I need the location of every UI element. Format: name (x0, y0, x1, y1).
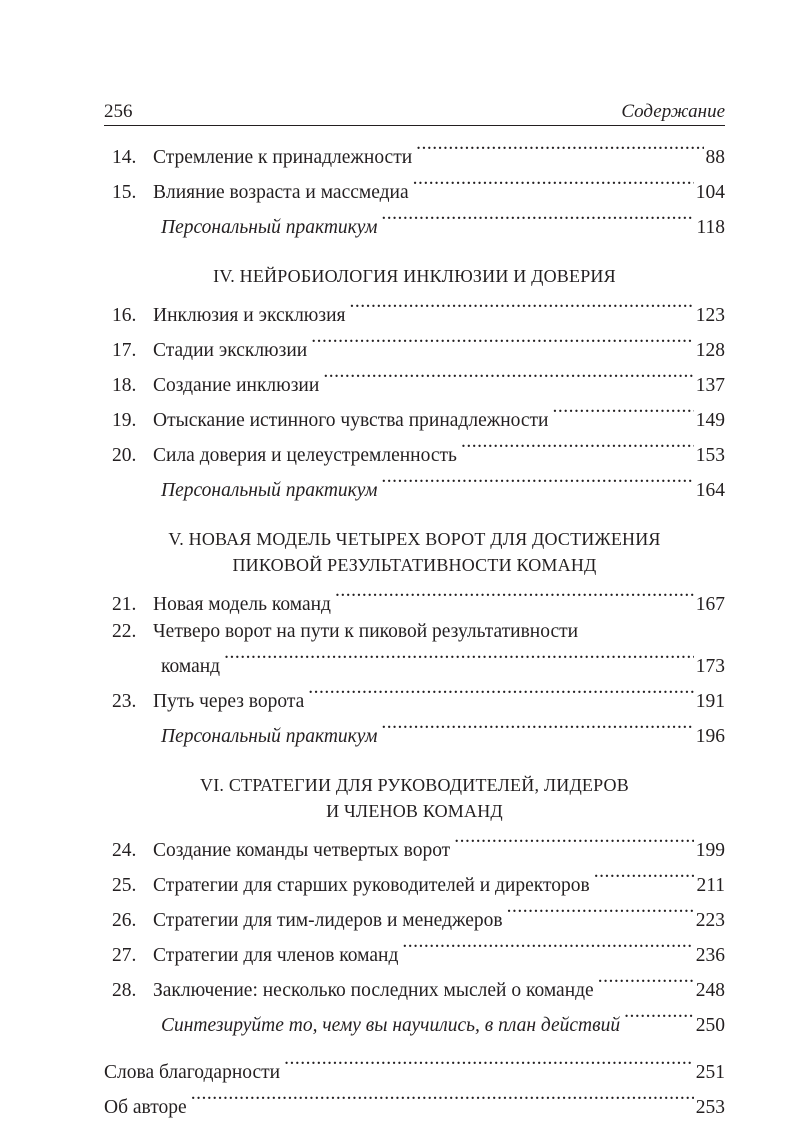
dot-leader (461, 434, 694, 461)
entry-number: 20. (112, 445, 137, 466)
dot-leader (349, 294, 693, 321)
toc-entry-22-line2[interactable] (104, 645, 725, 680)
entry-number: 18. (112, 375, 137, 396)
entry-title: Стратегии для старших руководителей и директоров (153, 875, 590, 896)
entry-title: Стадии эксклюзии (153, 340, 308, 361)
entry-number: 15. (112, 182, 137, 203)
entry-title: Четверо ворот на пути к пиковой результативности (153, 621, 579, 642)
entry-title: Отыскание истинного чувства принадлежности (153, 410, 549, 431)
dot-leader (224, 645, 694, 672)
entry-page: 250 (695, 1015, 725, 1036)
toc-entry-15[interactable] (104, 171, 725, 206)
entry-page: 118 (696, 217, 725, 238)
entry-title: Создание команды четвертых ворот (153, 840, 451, 861)
section-heading-line: И ЧЛЕНОВ КОМАНД (326, 801, 503, 821)
entry-title-continued: команд (161, 656, 221, 677)
entry-title: Слова благодарности (104, 1062, 281, 1083)
dot-leader (598, 969, 694, 996)
entry-number: 16. (112, 305, 137, 326)
toc-page (104, 0, 725, 1118)
dot-leader (507, 899, 694, 926)
entry-page: 251 (695, 1062, 725, 1083)
toc-entry-14[interactable] (104, 136, 725, 171)
toc-entry-22-line1[interactable] (104, 618, 725, 645)
section-heading-line: VI. СТРАТЕГИИ ДЛЯ РУКОВОДИТЕЛЕЙ, ЛИДЕРОВ (200, 775, 629, 795)
entry-page: 164 (695, 480, 725, 501)
toc-entry-practicum-2[interactable] (104, 469, 725, 504)
entry-page: 167 (695, 594, 725, 615)
entry-title: Создание инклюзии (153, 375, 320, 396)
dot-leader (381, 206, 694, 233)
entry-title: Стратегии для членов команд (153, 945, 399, 966)
entry-page: 191 (695, 691, 725, 712)
section-heading-line: V. НОВАЯ МОДЕЛЬ ЧЕТЫРЕХ ВОРОТ ДЛЯ ДОСТИЖЕНИЯ (168, 529, 661, 549)
header-rule (104, 125, 725, 126)
dot-leader (323, 364, 693, 391)
running-head-title: Содержание (621, 101, 725, 122)
toc-entry-21[interactable] (104, 583, 725, 618)
entry-title: Персональный практикум (161, 726, 378, 747)
entry-page: 223 (695, 910, 725, 931)
entry-title: Путь через ворота (153, 691, 305, 712)
entry-page: 199 (695, 840, 725, 861)
entry-page: 236 (695, 945, 725, 966)
dot-leader (335, 583, 694, 610)
section-heading-iv (104, 263, 725, 289)
toc-entry-19[interactable] (104, 399, 725, 434)
entry-page: 211 (696, 875, 725, 896)
entry-number: 17. (112, 340, 137, 361)
entry-title: Персональный практикум (161, 480, 378, 501)
entry-page: 104 (695, 182, 725, 203)
toc-entry-practicum-1[interactable] (104, 206, 725, 241)
dot-leader (594, 864, 695, 891)
entry-number: 26. (112, 910, 137, 931)
entry-title: Об авторе (104, 1097, 187, 1118)
dot-leader (413, 171, 694, 198)
toc-entry-18[interactable] (104, 364, 725, 399)
section-heading-vi (104, 772, 725, 824)
toc-entry-acknowledgements[interactable] (104, 1051, 725, 1086)
dot-leader (454, 829, 694, 856)
entry-title: Синтезируйте то, чему вы научились, в план действий (161, 1015, 621, 1036)
entry-page: 153 (695, 445, 725, 466)
dot-leader (311, 329, 694, 356)
entry-title: Влияние возраста и массмедиа (153, 182, 409, 203)
dot-leader (402, 934, 693, 961)
entry-number: 23. (112, 691, 137, 712)
dot-leader (381, 715, 693, 742)
entry-title: Заключение: несколько последних мыслей о команде (153, 980, 594, 1001)
entry-page: 123 (695, 305, 725, 326)
entry-title: Стратегии для тим-лидеров и менеджеров (153, 910, 503, 931)
toc-entry-practicum-3[interactable] (104, 715, 725, 750)
toc-entry-17[interactable] (104, 329, 725, 364)
page-number: 256 (104, 101, 133, 122)
entry-title: Персональный практикум (161, 217, 378, 238)
entry-page: 128 (695, 340, 725, 361)
toc-entry-16[interactable] (104, 294, 725, 329)
section-heading-line: IV. НЕЙРОБИОЛОГИЯ ИНКЛЮЗИИ И ДОВЕРИЯ (213, 266, 616, 286)
entry-page: 88 (705, 147, 725, 168)
dot-leader (191, 1086, 694, 1113)
dot-leader (416, 136, 703, 163)
toc-entry-25[interactable] (104, 864, 725, 899)
entry-page: 248 (695, 980, 725, 1001)
toc-entry-28[interactable] (104, 969, 725, 1004)
entry-page: 196 (695, 726, 725, 747)
toc-entry-20[interactable] (104, 434, 725, 469)
dot-leader (624, 1004, 694, 1031)
entry-number: 28. (112, 980, 137, 1001)
dot-leader (308, 680, 693, 707)
table-of-contents (104, 136, 725, 1121)
dot-leader (381, 469, 693, 496)
entry-number: 19. (112, 410, 137, 431)
section-heading-line: ПИКОВОЙ РЕЗУЛЬТАТИВНОСТИ КОМАНД (232, 555, 597, 575)
toc-entry-27[interactable] (104, 934, 725, 969)
toc-entry-26[interactable] (104, 899, 725, 934)
entry-number: 25. (112, 875, 137, 896)
entry-title: Инклюзия и эксклюзия (153, 305, 346, 326)
dot-leader (284, 1051, 694, 1078)
entry-page: 137 (695, 375, 725, 396)
toc-entry-about-author[interactable] (104, 1086, 725, 1121)
entry-number: 27. (112, 945, 137, 966)
section-heading-v (104, 526, 725, 578)
entry-page: 149 (695, 410, 725, 431)
entry-page: 173 (695, 656, 725, 677)
entry-number: 21. (112, 594, 137, 615)
toc-entry-23[interactable] (104, 680, 725, 715)
entry-number: 24. (112, 840, 137, 861)
entry-title: Новая модель команд (153, 594, 331, 615)
toc-entry-action-plan[interactable] (104, 1004, 725, 1039)
entry-number: 14. (112, 147, 137, 168)
entry-title: Стремление к принадлежности (153, 147, 413, 168)
dot-leader (552, 399, 693, 426)
toc-entry-24[interactable] (104, 829, 725, 864)
entry-number: 22. (112, 621, 137, 642)
entry-page: 253 (695, 1097, 725, 1118)
entry-title: Сила доверия и целеустремленность (153, 445, 457, 466)
